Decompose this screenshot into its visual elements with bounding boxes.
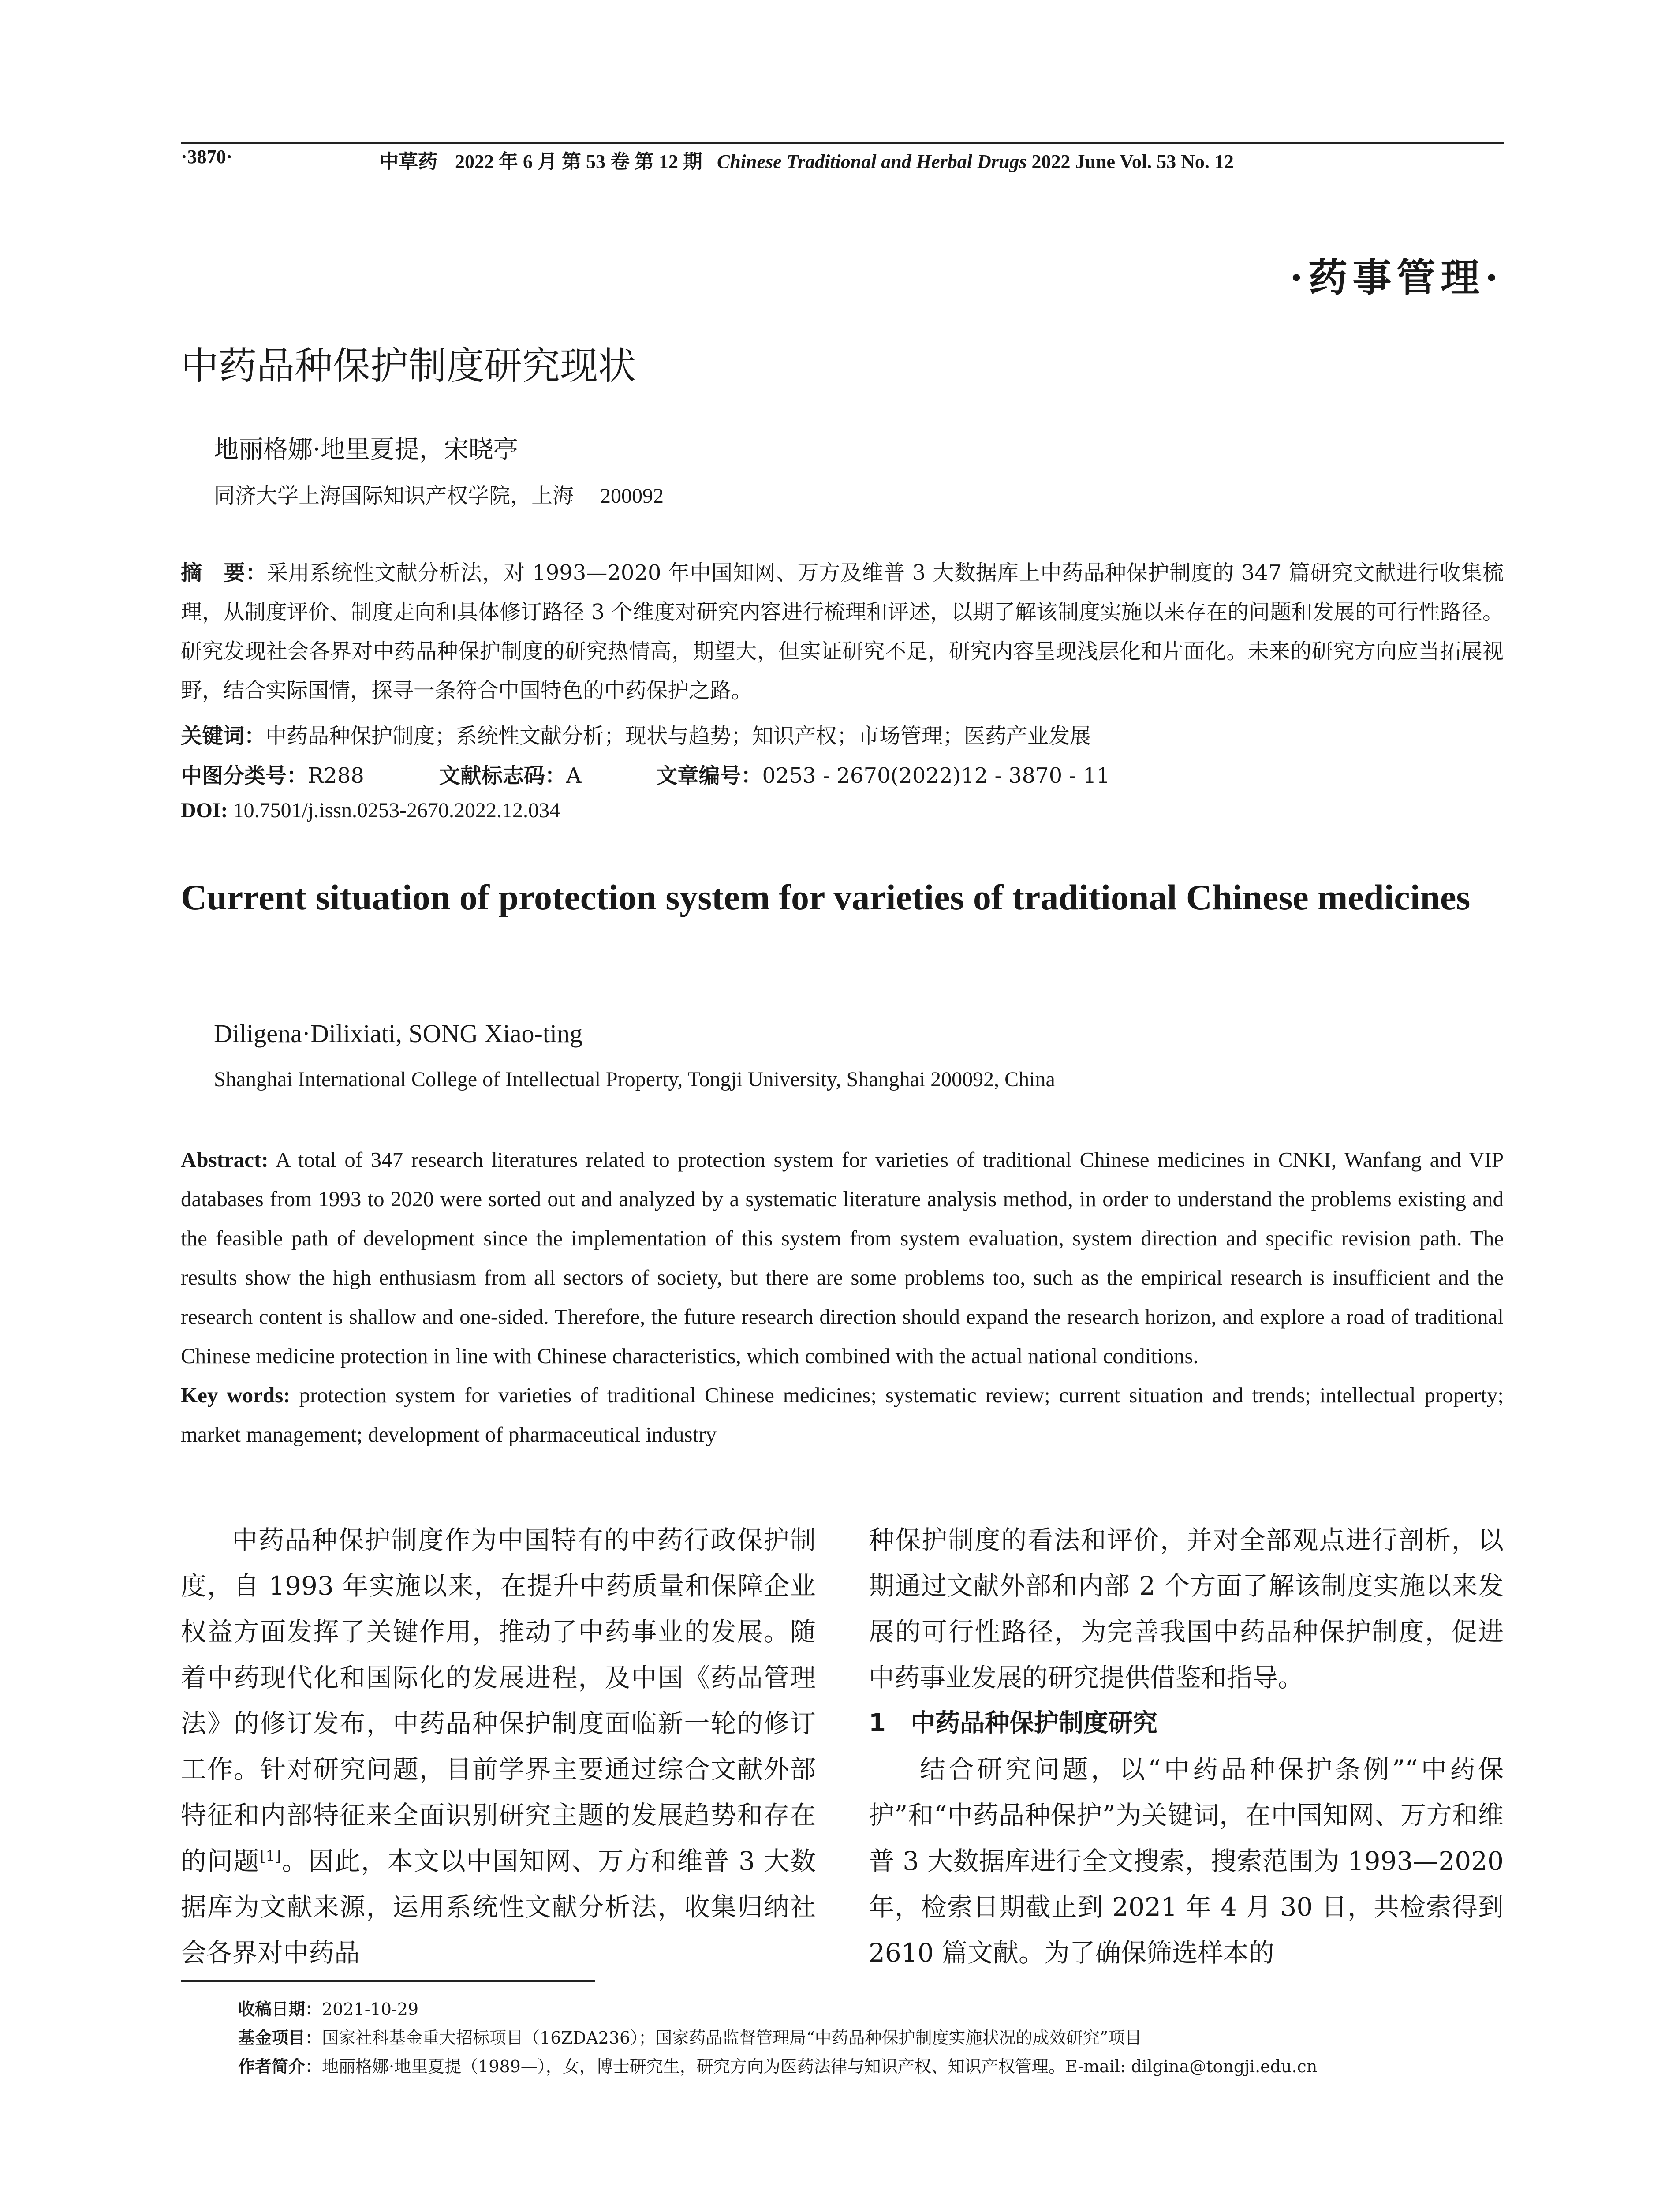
- abstract-cn: [181, 553, 1504, 710]
- doc-code-value: A: [566, 763, 582, 788]
- keywords-cn: [181, 719, 1091, 749]
- abstract-cn-label: 摘 要：: [181, 561, 267, 585]
- section-heading-1: 1 中药品种保护制度研究: [869, 1709, 1157, 1738]
- journal-name-en: Chinese Traditional and Herbal Drugs: [717, 151, 1027, 172]
- footnote-rule: [181, 1980, 595, 1982]
- affiliation-cn: [214, 478, 664, 509]
- body-column-left: [181, 1517, 816, 1976]
- keywords-en-label: Key words:: [181, 1383, 291, 1407]
- footnote-author: [238, 2053, 1317, 2077]
- abstract-en: [181, 1140, 1504, 1454]
- intro-text-b: 。因此，本文以中国知网、万方和维普 3 大数据库为文献来源，运用系统性文献分析法，收集归纳社会各界对中药品: [181, 1846, 816, 1968]
- issue-cn: 2022 年 6 月 第 53 卷 第 12 期: [455, 151, 702, 172]
- journal-name-cn: 中草药: [379, 150, 437, 173]
- authors-en: Diligena·Dilixiati, SONG Xiao-ting: [214, 1019, 583, 1048]
- doc-code-label: 文献标志码：: [439, 763, 566, 788]
- affiliation-cn-zip: 200092: [600, 484, 664, 508]
- issue-en: 2022 June Vol. 53 No. 12: [1031, 151, 1234, 172]
- fund-value: 国家社科基金重大招标项目（16ZDA236）；国家药品监督管理局“中药品种保护制度实施状况的成效研究”项目: [322, 2028, 1142, 2048]
- abstract-en-text: A total of 347 research literatures related to protection system for varieties of traditional Chinese medicines in CNKI, Wanfang and VIP databases from 1993 to 2020 were sorted out and analyzed by a systematic literature analysis method, in order to understand the problems existing and the feasible path of development since the implementation of this system from system evaluation, system direction and specific revision path. The results show the high enthusiasm from all sectors of society, but there are some problems too, such as the empirical research is insufficient and the research content is shallow and one-sided. Therefore, the future research direction should expand the research horizon, and explore a road of traditional Chinese medicine protection in line with Chinese characteristics, which combined with the actual national conditions.: [181, 1147, 1504, 1368]
- doi-value: 10.7501/j.issn.0253-2670.2022.12.034: [233, 799, 560, 822]
- doi-label: DOI:: [181, 799, 228, 822]
- keywords-cn-text: 中药品种保护制度；系统性文献分析；现状与趋势；知识产权；市场管理；医药产业发展: [265, 724, 1091, 748]
- keywords-en-text: protection system for varieties of traditional Chinese medicines; systematic review; current situation and trends; intellectual property; market management; development of pharmaceutical industry: [181, 1383, 1504, 1446]
- abstract-cn-text: 采用系统性文献分析法，对 1993—2020 年中国知网、万方及维普 3 大数据库上中药品种保护制度的 347 篇研究文献进行收集梳理，从制度评价、制度走向和具体修订路径 3 个维度对研究内容进行梳理和评述，以期了解该制度实施以来存在的问题和发展的可行性路径。研究发现社会各界对中药品种保护制度的研究热情高，期望大，但实证研究不足，研究内容呈现浅层化和片面化。未来的研究方向应当拓展视野，结合实际国情，探寻一条符合中国特色的中药保护之路。: [181, 561, 1504, 703]
- section-tag: ·药事管理·: [1289, 254, 1504, 300]
- intro-text-a: 中药品种保护制度作为中国特有的中药行政保护制度，自 1993 年实施以来，在提升中药质量和保障企业权益方面发挥了关键作用，推动了中药事业的发展。随着中药现代化和国际化的发展进程，及中国《药品管理法》的修订发布，中药品种保护制度面临新一轮的修订工作。针对研究问题，目前学界主要通过综合文献外部特征和内部特征来全面识别研究主题的发展趋势和存在的问题: [181, 1525, 816, 1876]
- classification-line: [181, 759, 1110, 789]
- page-number: ·3870·: [181, 146, 233, 168]
- keywords-cn-label: 关键词：: [181, 724, 266, 748]
- right-paragraph-1: 种保护制度的看法和评价，并对全部观点进行剖析，以期通过文献外部和内部 2 个方面了解该制度实施以来发展的可行性路径，为完善我国中药品种保护制度，促进中药事业发展的研究提供借鉴和指导。: [869, 1525, 1504, 1693]
- intro-paragraph: [181, 1517, 816, 1976]
- clc-label: 中图分类号：: [181, 763, 308, 788]
- footnote-fund: [238, 2024, 1142, 2048]
- author-bio-label: 作者简介：: [238, 2057, 322, 2076]
- footnote-received: [238, 1996, 418, 2020]
- doi-line: [181, 798, 560, 822]
- body-column-right: [869, 1517, 1504, 1976]
- received-value: 2021-10-29: [322, 1999, 419, 2019]
- received-label: 收稿日期：: [238, 1999, 322, 2019]
- authors-cn: 地丽格娜·地里夏提，宋晓亭: [214, 435, 518, 464]
- affiliation-en: Shanghai International College of Intellectual Property, Tongji University, Shanghai 200092, China: [214, 1068, 1055, 1091]
- affiliation-cn-text: 同济大学上海国际知识产权学院，上海: [214, 483, 574, 508]
- reference-1[interactable]: [1]: [260, 1847, 281, 1865]
- author-bio-value: 地丽格娜·地里夏提（1989—），女，博士研究生，研究方向为医药法律与知识产权、知识产权管理。E-mail: dilgina@tongji.edu.cn: [322, 2057, 1318, 2076]
- paper-title-cn: 中药品种保护制度研究现状: [181, 344, 636, 388]
- right-paragraph-2: 结合研究问题，以“中药品种保护条例”“中药保护”和“中药品种保护”为关键词，在中国知网、万方和维普 3 大数据库进行全文搜索，搜索范围为 1993—2020 年，检索日期截止到 2021 年 4 月 30 日，共检索得到 2610 篇文献。为了确保筛选样本的: [869, 1754, 1504, 1968]
- fund-label: 基金项目：: [238, 2028, 322, 2048]
- abstract-en-label: Abstract:: [181, 1147, 269, 1172]
- article-no-value: 0253 - 2670(2022)12 - 3870 - 11: [762, 763, 1110, 788]
- clc-value: R288: [308, 763, 364, 788]
- paper-title-en: Current situation of protection system for varieties of traditional Chinese medicines: [181, 877, 1471, 917]
- journal-header: [379, 146, 1234, 174]
- header-rule: [181, 142, 1504, 144]
- article-no-label: 文章编号：: [656, 763, 762, 788]
